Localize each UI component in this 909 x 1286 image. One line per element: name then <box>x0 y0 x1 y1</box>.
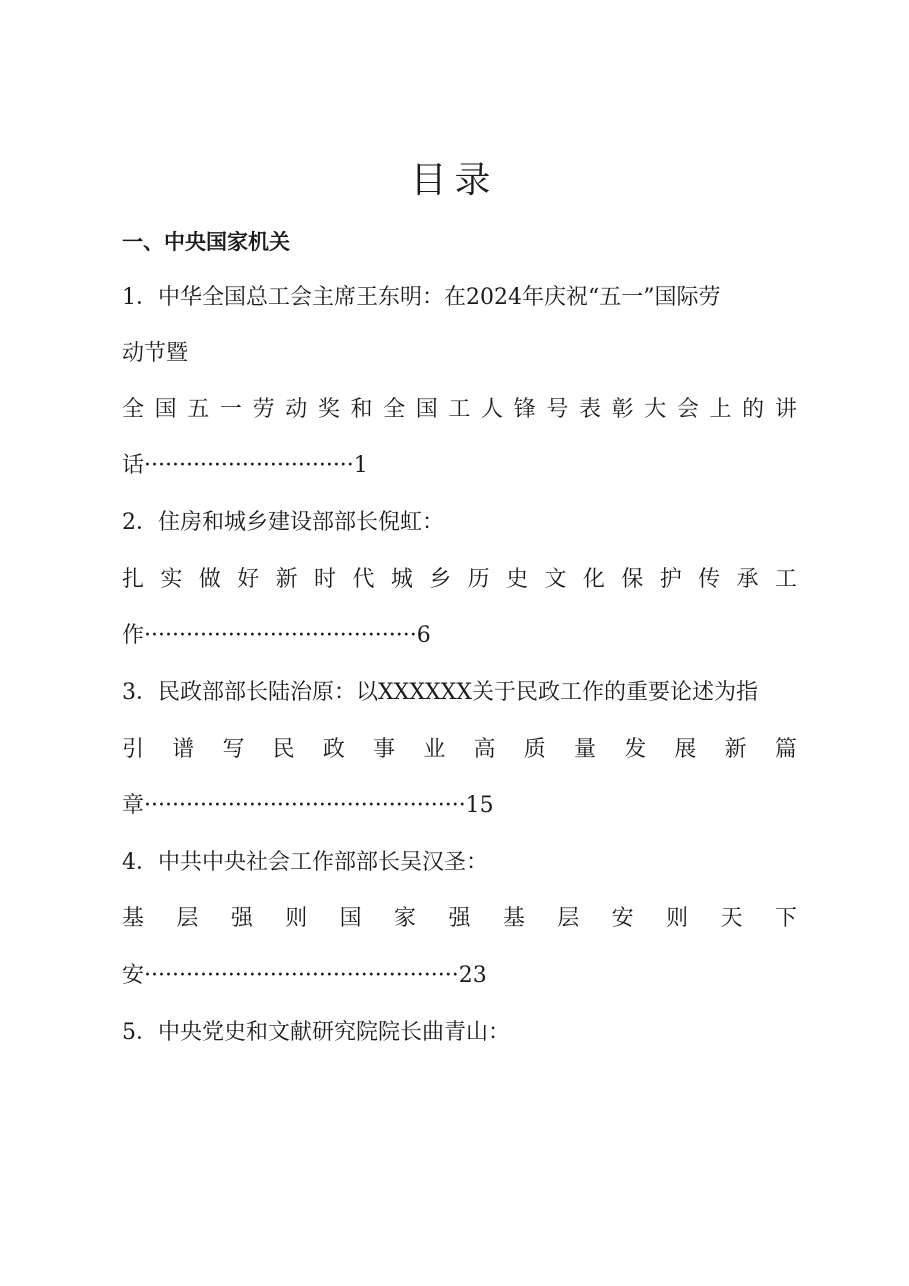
justified-char: 城 <box>390 567 413 592</box>
justified-char: 新 <box>724 737 747 762</box>
justified-char: 护 <box>659 567 682 592</box>
justified-char: 基 <box>502 906 525 931</box>
justified-char: 锋 <box>513 397 536 422</box>
toc-entry-2-line-1: 2．住房和城乡建设部部长倪虹： <box>122 510 444 535</box>
justified-char: 的 <box>742 397 765 422</box>
justified-char: 国 <box>339 906 362 931</box>
justified-char: 政 <box>322 737 345 762</box>
toc-entry-1-line-2: 动节暨 <box>122 341 189 366</box>
justified-char: 基 <box>122 906 145 931</box>
justified-char: 则 <box>285 906 308 931</box>
justified-char: 一 <box>219 397 242 422</box>
justified-char: 层 <box>176 906 199 931</box>
justified-char: 工 <box>774 567 797 592</box>
justified-char: 展 <box>674 737 697 762</box>
justified-char: 代 <box>352 567 375 592</box>
justified-char: 引 <box>122 737 145 762</box>
justified-char: 天 <box>720 906 743 931</box>
justified-char: 表 <box>578 397 601 422</box>
justified-char: 强 <box>230 906 253 931</box>
justified-char: 历 <box>467 567 490 592</box>
justified-char: 讲 <box>774 397 797 422</box>
toc-entry-1-line-4: 话······························1 <box>122 453 368 478</box>
justified-char: 全 <box>122 397 145 422</box>
justified-char: 大 <box>644 397 667 422</box>
toc-entry-3-line-3: 章··············································15 <box>122 793 494 818</box>
justified-char: 安 <box>611 906 634 931</box>
justified-char: 工 <box>448 397 471 422</box>
justified-char: 扎 <box>122 567 145 592</box>
section-heading: 一、中央国家机关 <box>122 230 290 254</box>
justified-char: 传 <box>698 567 721 592</box>
justified-char: 国 <box>415 397 438 422</box>
justified-char: 事 <box>373 737 396 762</box>
justified-char: 家 <box>394 906 417 931</box>
toc-entry-2-line-3: 作·······································6 <box>122 623 431 648</box>
justified-char: 彰 <box>611 397 634 422</box>
justified-char: 全 <box>383 397 406 422</box>
justified-char: 号 <box>546 397 569 422</box>
justified-char: 劳 <box>252 397 275 422</box>
justified-char: 则 <box>666 906 689 931</box>
justified-char: 新 <box>275 567 298 592</box>
toc-entry-1-line-3 <box>122 390 797 430</box>
toc-entry-3-line-1: 3．民政部部长陆治原：以XXXXXX关于民政工作的重要论述为指 <box>122 680 758 705</box>
toc-entry-2-line-2 <box>122 560 797 600</box>
justified-char: 质 <box>523 737 546 762</box>
justified-char: 谱 <box>172 737 195 762</box>
toc-entry-5-line-1: 5．中央党史和文献研究院院长曲青山： <box>122 1020 510 1045</box>
justified-char: 篇 <box>774 737 797 762</box>
justified-char: 好 <box>237 567 260 592</box>
justified-char: 和 <box>350 397 373 422</box>
justified-char: 强 <box>448 906 471 931</box>
justified-char: 化 <box>582 567 605 592</box>
justified-char: 史 <box>506 567 529 592</box>
justified-char: 会 <box>676 397 699 422</box>
justified-char: 写 <box>222 737 245 762</box>
toc-entry-4-line-2 <box>122 899 797 939</box>
justified-char: 五 <box>187 397 210 422</box>
justified-char: 动 <box>285 397 308 422</box>
justified-char: 人 <box>481 397 504 422</box>
justified-char: 保 <box>621 567 644 592</box>
justified-char: 量 <box>573 737 596 762</box>
justified-char: 高 <box>473 737 496 762</box>
justified-char: 发 <box>624 737 647 762</box>
toc-title: 目录 <box>410 160 499 201</box>
justified-char: 承 <box>736 567 759 592</box>
toc-entry-1-line-1: 1．中华全国总工会主席王东明：在2024年庆祝“五一”国际劳 <box>122 285 721 310</box>
justified-char: 乡 <box>429 567 452 592</box>
justified-char: 上 <box>709 397 732 422</box>
justified-char: 奖 <box>317 397 340 422</box>
toc-entry-3-line-2 <box>122 730 797 770</box>
toc-entry-4-line-3: 安·············································23 <box>122 963 487 988</box>
justified-char: 业 <box>423 737 446 762</box>
toc-entry-4-line-1: 4．中共中央社会工作部部长吴汉圣： <box>122 850 488 875</box>
justified-char: 时 <box>314 567 337 592</box>
justified-char: 国 <box>154 397 177 422</box>
justified-char: 文 <box>544 567 567 592</box>
justified-char: 层 <box>557 906 580 931</box>
justified-char: 实 <box>160 567 183 592</box>
justified-char: 下 <box>774 906 797 931</box>
justified-char: 做 <box>198 567 221 592</box>
justified-char: 民 <box>272 737 295 762</box>
